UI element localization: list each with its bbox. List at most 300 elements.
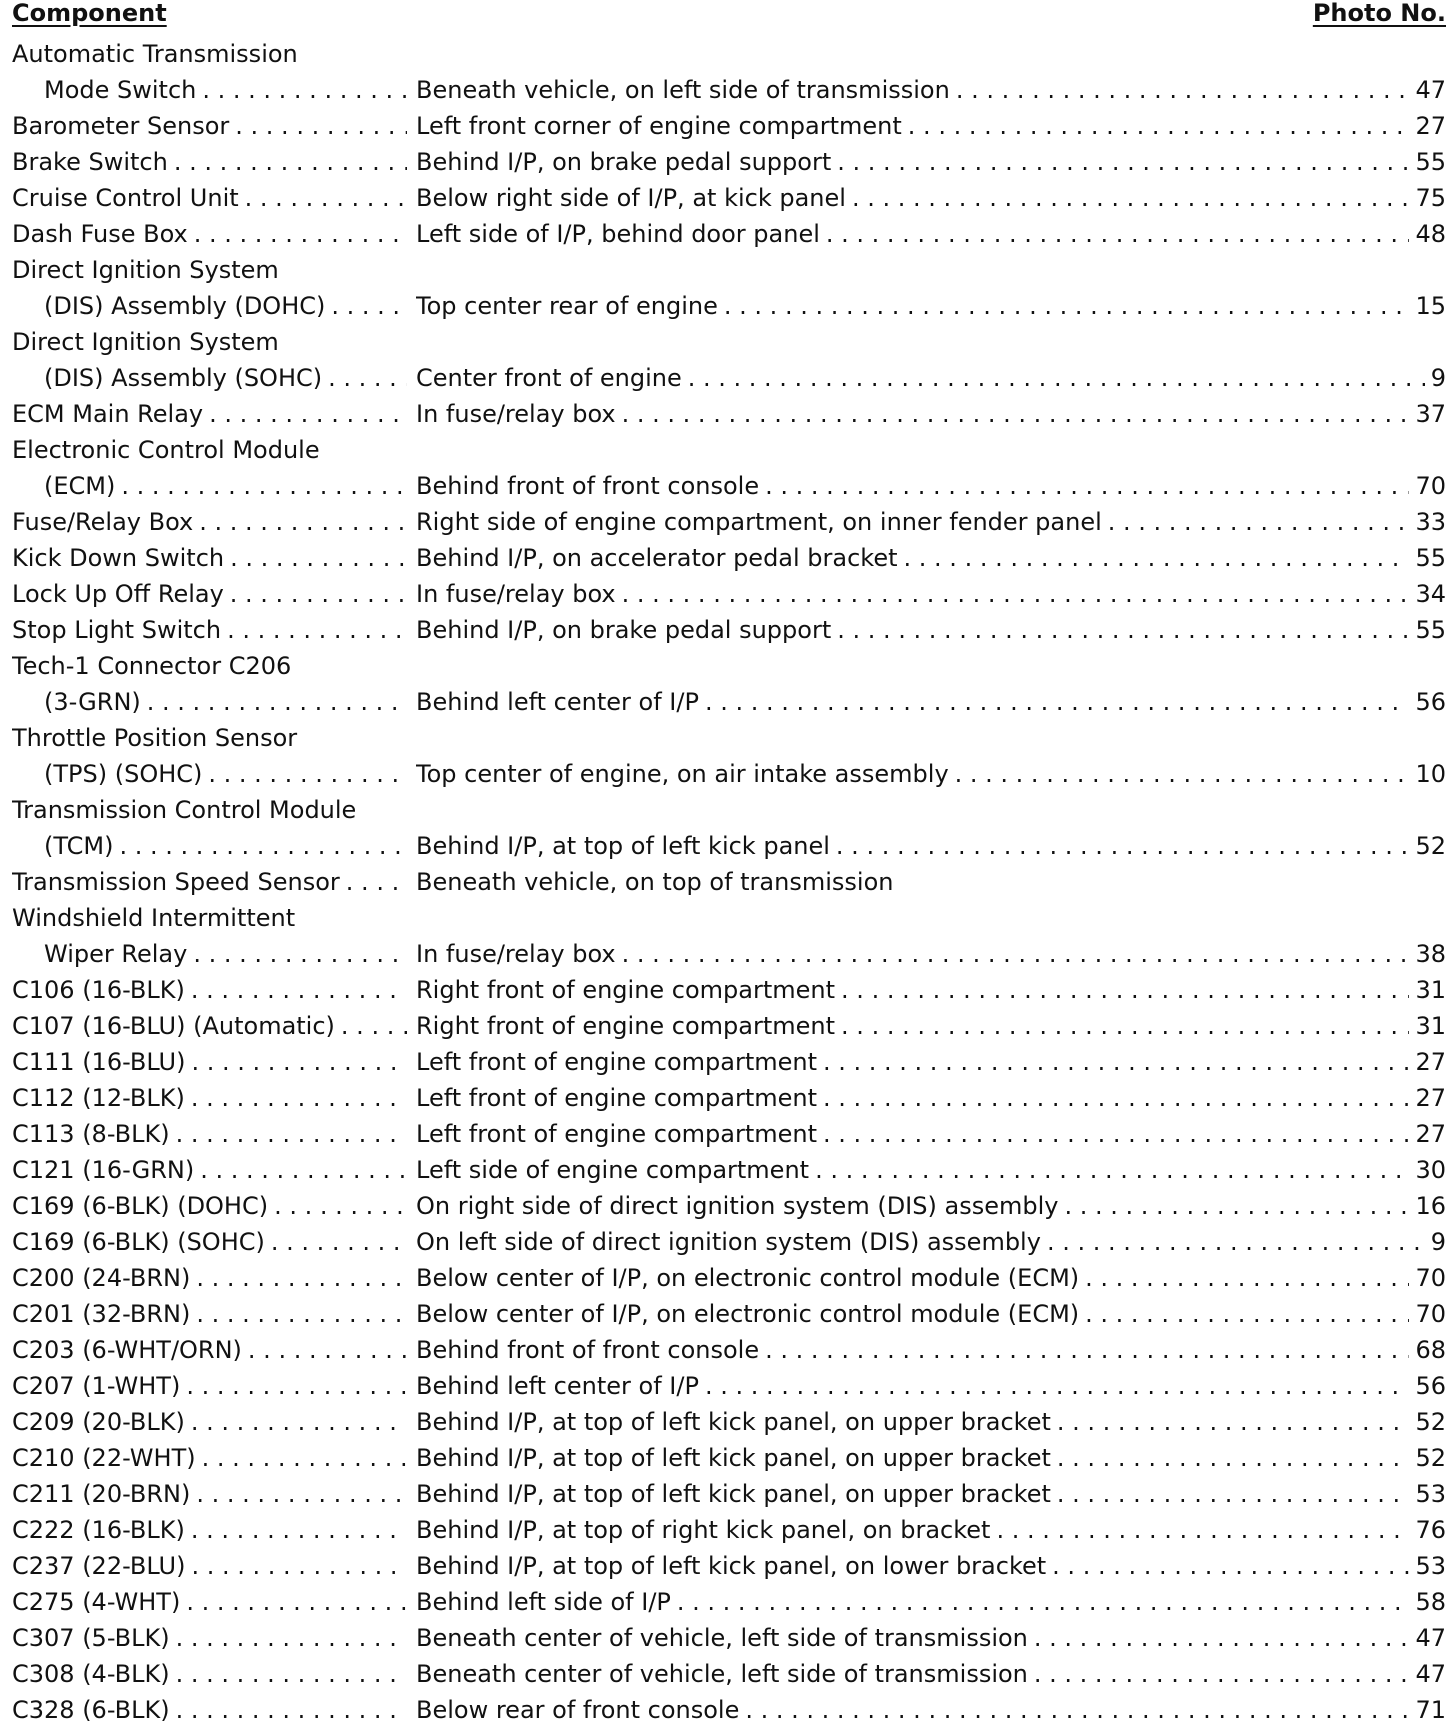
table-row <box>0 1332 1456 1368</box>
component-cell <box>12 360 407 396</box>
leader-dots <box>616 396 1410 432</box>
photo-number: 31 <box>1415 976 1446 1004</box>
photo-number: 9 <box>1430 364 1446 392</box>
leader-dots <box>1051 1404 1410 1440</box>
leader-dots <box>846 180 1410 216</box>
location-cell <box>416 288 1446 324</box>
leader-dots <box>170 1620 407 1656</box>
leader-dots <box>193 504 407 540</box>
location-cell <box>416 756 1446 792</box>
component-cell <box>12 432 407 468</box>
location-text: Behind I/P, at top of right kick panel, on bracket <box>416 1516 991 1544</box>
component-name: Windshield Intermittent <box>12 904 296 932</box>
location-text: Behind left center of I/P <box>416 688 699 716</box>
photo-number: 71 <box>1415 1696 1446 1724</box>
table-row <box>0 1188 1456 1224</box>
table-row <box>0 108 1456 144</box>
table-row <box>0 864 1456 900</box>
photo-number: 47 <box>1415 76 1446 104</box>
table-row <box>0 1656 1456 1692</box>
location-cell <box>416 144 1446 180</box>
location-text: Below center of I/P, on electronic control module (ECM) <box>416 1264 1080 1292</box>
location-text: Right front of engine compartment <box>416 976 836 1004</box>
leader-dots <box>817 1116 1409 1152</box>
photo-number: 48 <box>1415 220 1446 248</box>
table-row <box>0 468 1456 504</box>
table-row <box>0 324 1456 360</box>
component-cell <box>12 216 407 252</box>
component-name: Direct Ignition System <box>12 256 279 284</box>
component-cell <box>12 1548 407 1584</box>
leader-dots <box>141 684 407 720</box>
component-cell <box>12 1584 407 1620</box>
leader-dots <box>835 972 1409 1008</box>
photo-number: 10 <box>1415 760 1446 788</box>
leader-dots <box>1028 1620 1410 1656</box>
table-row <box>0 1044 1456 1080</box>
component-cell <box>12 468 407 504</box>
leader-dots <box>835 1008 1409 1044</box>
location-cell <box>416 1188 1446 1224</box>
component-cell <box>12 1044 407 1080</box>
leader-dots <box>325 288 407 324</box>
photo-number: 30 <box>1415 1156 1446 1184</box>
table-row <box>0 900 1456 936</box>
leader-dots <box>185 1404 407 1440</box>
component-name: Fuse/Relay Box <box>12 508 194 536</box>
location-cell <box>416 1440 1446 1476</box>
component-cell <box>12 1656 407 1692</box>
location-text: Left front corner of engine compartment <box>416 112 902 140</box>
table-row <box>0 792 1456 828</box>
leader-dots <box>194 1152 407 1188</box>
component-name: Transmission Control Module <box>12 796 357 824</box>
leader-dots <box>190 1260 407 1296</box>
leader-dots <box>190 1296 407 1332</box>
location-cell <box>416 936 1446 972</box>
leader-dots <box>817 1080 1409 1116</box>
location-cell <box>416 1260 1446 1296</box>
table-row <box>0 612 1456 648</box>
photo-number: 70 <box>1415 1264 1446 1292</box>
leader-dots <box>335 1008 407 1044</box>
component-cell <box>12 720 407 756</box>
component-cell <box>12 936 407 972</box>
leader-dots <box>188 216 407 252</box>
photo-number: 68 <box>1415 1336 1446 1364</box>
location-text: Behind front of front console <box>416 472 760 500</box>
component-name: Tech-1 Connector C206 <box>12 652 292 680</box>
leader-dots <box>831 612 1409 648</box>
location-cell <box>416 576 1446 612</box>
component-cell <box>12 1512 407 1548</box>
component-name: C107 (16-BLU) (Automatic) <box>12 1012 335 1040</box>
table-row <box>0 504 1456 540</box>
component-cell <box>12 180 407 216</box>
component-name: Direct Ignition System <box>12 328 279 356</box>
table-row <box>0 180 1456 216</box>
leader-dots <box>185 1512 407 1548</box>
component-cell <box>12 324 407 360</box>
table-row <box>0 1404 1456 1440</box>
location-cell <box>416 1332 1446 1368</box>
location-cell <box>416 972 1446 1008</box>
leader-dots <box>759 1332 1409 1368</box>
leader-dots <box>242 1332 407 1368</box>
location-cell <box>416 1116 1446 1152</box>
photo-number: 52 <box>1415 1444 1446 1472</box>
component-name: Barometer Sensor <box>12 112 230 140</box>
component-name: Brake Switch <box>12 148 168 176</box>
location-text: Behind I/P, at top of left kick panel, on lower bracket <box>416 1552 1047 1580</box>
location-cell <box>416 1548 1446 1584</box>
component-name: (TCM) <box>44 832 114 860</box>
component-cell <box>12 1332 407 1368</box>
component-cell <box>12 792 407 828</box>
leader-dots <box>239 180 407 216</box>
location-text: Left side of engine compartment <box>416 1156 810 1184</box>
location-cell <box>416 1368 1446 1404</box>
leader-dots <box>185 1080 407 1116</box>
leader-dots <box>817 1044 1409 1080</box>
photo-number: 55 <box>1415 616 1446 644</box>
component-name: Cruise Control Unit <box>12 184 239 212</box>
location-text: Below center of I/P, on electronic control module (ECM) <box>416 1300 1080 1328</box>
leader-dots <box>202 756 407 792</box>
component-name: C169 (6-BLK) (DOHC) <box>12 1192 269 1220</box>
component-name: C121 (16-GRN) <box>12 1156 195 1184</box>
table-row <box>0 1584 1456 1620</box>
table-row <box>0 720 1456 756</box>
component-name: C210 (22-WHT) <box>12 1444 196 1472</box>
component-name: C203 (6-WHT/ORN) <box>12 1336 242 1364</box>
component-name: Lock Up Off Relay <box>12 580 224 608</box>
table-row <box>0 684 1456 720</box>
location-text: Behind I/P, on brake pedal support <box>416 616 832 644</box>
component-name: Mode Switch <box>44 76 197 104</box>
leader-dots <box>699 1368 1410 1404</box>
table-row <box>0 828 1456 864</box>
component-cell <box>12 1260 407 1296</box>
photo-number: 31 <box>1415 1012 1446 1040</box>
table-row <box>0 972 1456 1008</box>
component-cell <box>12 540 407 576</box>
location-cell <box>416 1512 1446 1548</box>
location-text: Center front of engine <box>416 364 682 392</box>
leader-dots <box>1102 504 1410 540</box>
leader-dots <box>718 288 1410 324</box>
leader-dots <box>221 612 407 648</box>
location-cell <box>416 1656 1446 1692</box>
component-name: Throttle Position Sensor <box>12 724 298 752</box>
component-cell <box>12 1692 407 1728</box>
component-name: C222 (16-BLK) <box>12 1516 185 1544</box>
component-cell <box>12 1368 407 1404</box>
component-cell <box>12 900 407 936</box>
component-cell <box>12 828 407 864</box>
leader-dots <box>322 360 407 396</box>
leader-dots <box>739 1692 1409 1728</box>
leader-dots <box>340 864 407 900</box>
location-text: Beneath vehicle, on top of transmission <box>416 868 894 896</box>
leader-dots <box>1041 1224 1425 1260</box>
location-text: On right side of direct ignition system (DIS) assembly <box>416 1192 1059 1220</box>
leader-dots <box>990 1512 1409 1548</box>
leader-dots <box>902 108 1410 144</box>
table-row <box>0 1692 1456 1728</box>
table-row <box>0 1224 1456 1260</box>
location-cell <box>416 1296 1446 1332</box>
component-cell <box>12 1620 407 1656</box>
component-cell <box>12 648 407 684</box>
location-cell <box>416 1584 1446 1620</box>
leader-dots <box>113 828 407 864</box>
leader-dots <box>759 468 1409 504</box>
table-row <box>0 1080 1456 1116</box>
leader-dots <box>699 684 1410 720</box>
component-cell <box>12 252 407 288</box>
location-cell <box>416 1080 1446 1116</box>
table-row <box>0 1296 1456 1332</box>
leader-dots <box>229 108 407 144</box>
location-text: Left side of I/P, behind door panel <box>416 220 820 248</box>
component-cell <box>12 1224 407 1260</box>
component-cell <box>12 72 407 108</box>
component-cell <box>12 144 407 180</box>
component-cell <box>12 576 407 612</box>
component-cell <box>12 108 407 144</box>
component-cell <box>12 1404 407 1440</box>
leader-dots <box>616 936 1410 972</box>
table-row <box>0 360 1456 396</box>
component-name: C328 (6-BLK) <box>12 1696 170 1724</box>
photo-number: 15 <box>1415 292 1446 320</box>
table-row <box>0 432 1456 468</box>
leader-dots <box>830 828 1410 864</box>
photo-number: 53 <box>1415 1552 1446 1580</box>
table-row <box>0 936 1456 972</box>
component-name: Kick Down Switch <box>12 544 225 572</box>
table-row <box>0 1440 1456 1476</box>
table-row <box>0 1116 1456 1152</box>
location-text: Top center rear of engine <box>416 292 718 320</box>
table-row <box>0 1260 1456 1296</box>
component-name: Dash Fuse Box <box>12 220 188 248</box>
component-cell <box>12 1476 407 1512</box>
location-cell <box>416 1620 1446 1656</box>
photo-number: 52 <box>1415 832 1446 860</box>
location-text: Below rear of front console <box>416 1696 740 1724</box>
photo-number: 58 <box>1415 1588 1446 1616</box>
photo-number: 9 <box>1430 1228 1446 1256</box>
component-name: Wiper Relay <box>44 940 188 968</box>
component-cell <box>12 1296 407 1332</box>
table-row <box>0 648 1456 684</box>
component-name: (TPS) (SOHC) <box>44 760 203 788</box>
photo-number: 52 <box>1415 1408 1446 1436</box>
leader-dots <box>185 972 407 1008</box>
leader-dots <box>224 576 407 612</box>
component-cell <box>12 1080 407 1116</box>
photo-number: 27 <box>1415 112 1446 140</box>
location-cell <box>416 180 1446 216</box>
photo-number: 37 <box>1415 400 1446 428</box>
location-text: Behind I/P, at top of left kick panel <box>416 832 830 860</box>
location-text: Behind I/P, at top of left kick panel, on upper bracket <box>416 1408 1051 1436</box>
leader-dots <box>180 1368 407 1404</box>
component-name: (3-GRN) <box>44 688 141 716</box>
leader-dots <box>187 936 407 972</box>
location-text: In fuse/relay box <box>416 580 616 608</box>
location-text: Left front of engine compartment <box>416 1048 817 1076</box>
leader-dots <box>950 72 1410 108</box>
leader-dots <box>170 1116 407 1152</box>
table-row <box>0 1548 1456 1584</box>
leader-dots <box>831 144 1409 180</box>
leader-dots <box>268 1188 407 1224</box>
leader-dots <box>196 72 407 108</box>
leader-dots <box>809 1152 1409 1188</box>
photo-number: 34 <box>1415 580 1446 608</box>
table-row <box>0 1368 1456 1404</box>
component-name: Electronic Control Module <box>12 436 320 464</box>
component-name: C308 (4-BLK) <box>12 1660 170 1688</box>
photo-number: 70 <box>1415 472 1446 500</box>
table-row <box>0 1512 1456 1548</box>
component-name: C275 (4-WHT) <box>12 1588 181 1616</box>
component-cell <box>12 1440 407 1476</box>
photo-number: 56 <box>1415 688 1446 716</box>
table-row <box>0 1152 1456 1188</box>
component-name: C200 (24-BRN) <box>12 1264 191 1292</box>
component-name: (DIS) Assembly (DOHC) <box>44 292 326 320</box>
leader-dots <box>1051 1476 1410 1512</box>
leader-dots <box>898 540 1410 576</box>
table-row <box>0 72 1456 108</box>
location-cell <box>416 216 1446 252</box>
location-cell <box>416 468 1446 504</box>
leader-dots <box>671 1584 1410 1620</box>
location-cell <box>416 396 1446 432</box>
leader-dots <box>1079 1296 1409 1332</box>
location-text: In fuse/relay box <box>416 940 616 968</box>
table-row <box>0 36 1456 72</box>
photo-number: 33 <box>1415 508 1446 536</box>
leader-dots <box>185 1044 407 1080</box>
location-cell <box>416 612 1446 648</box>
location-cell <box>416 1044 1446 1080</box>
photo-number: 70 <box>1415 1300 1446 1328</box>
location-text: Beneath vehicle, on left side of transmission <box>416 76 950 104</box>
leader-dots <box>1051 1440 1410 1476</box>
photo-number: 47 <box>1415 1624 1446 1652</box>
location-cell <box>416 1224 1446 1260</box>
component-cell <box>12 1008 407 1044</box>
component-cell <box>12 1116 407 1152</box>
location-text: Behind I/P, on accelerator pedal bracket <box>416 544 898 572</box>
photo-number-column-header: Photo No. <box>1312 0 1446 27</box>
location-text: Behind I/P, on brake pedal support <box>416 148 832 176</box>
component-name: Automatic Transmission <box>12 40 298 68</box>
location-cell <box>416 360 1446 396</box>
table-row <box>0 540 1456 576</box>
location-cell <box>416 540 1446 576</box>
component-cell <box>12 756 407 792</box>
location-cell <box>416 504 1446 540</box>
location-cell <box>416 864 1446 900</box>
leader-dots <box>682 360 1425 396</box>
location-text: Right side of engine compartment, on inner fender panel <box>416 508 1102 536</box>
component-cell <box>12 972 407 1008</box>
location-text: Behind left side of I/P <box>416 1588 671 1616</box>
leader-dots <box>170 1692 407 1728</box>
location-cell <box>416 828 1446 864</box>
component-name: C111 (16-BLU) <box>12 1048 186 1076</box>
component-name: C201 (32-BRN) <box>12 1300 191 1328</box>
leader-dots <box>1028 1656 1410 1692</box>
component-cell <box>12 504 407 540</box>
photo-number: 76 <box>1415 1516 1446 1544</box>
component-name: C237 (22-BLU) <box>12 1552 186 1580</box>
table-row <box>0 252 1456 288</box>
location-cell <box>416 1404 1446 1440</box>
component-cell <box>12 864 407 900</box>
table-row <box>0 288 1456 324</box>
photo-number: 27 <box>1415 1048 1446 1076</box>
leader-dots <box>616 576 1410 612</box>
location-text: On left side of direct ignition system (DIS) assembly <box>416 1228 1041 1256</box>
component-name: Stop Light Switch <box>12 616 222 644</box>
leader-dots <box>203 396 407 432</box>
component-name: C207 (1-WHT) <box>12 1372 181 1400</box>
component-cell <box>12 36 407 72</box>
location-cell <box>416 1008 1446 1044</box>
component-name: Transmission Speed Sensor <box>12 868 340 896</box>
location-text: In fuse/relay box <box>416 400 616 428</box>
location-cell <box>416 72 1446 108</box>
photo-number: 56 <box>1415 1372 1446 1400</box>
component-column-header: Component <box>12 0 167 27</box>
component-cell <box>12 684 407 720</box>
leader-dots <box>224 540 407 576</box>
component-cell <box>12 1152 407 1188</box>
table-row <box>0 144 1456 180</box>
photo-number: 27 <box>1415 1084 1446 1112</box>
location-text: Behind I/P, at top of left kick panel, on upper bracket <box>416 1480 1051 1508</box>
location-text: Beneath center of vehicle, left side of transmission <box>416 1624 1028 1652</box>
photo-number: 38 <box>1415 940 1446 968</box>
leader-dots <box>185 1548 407 1584</box>
leader-dots <box>170 1656 407 1692</box>
leader-dots <box>265 1224 407 1260</box>
table-row <box>0 216 1456 252</box>
leader-dots <box>949 756 1410 792</box>
location-text: Left front of engine compartment <box>416 1120 817 1148</box>
component-name: C211 (20-BRN) <box>12 1480 191 1508</box>
component-name: (ECM) <box>44 472 116 500</box>
location-text: Behind left center of I/P <box>416 1372 699 1400</box>
photo-number: 47 <box>1415 1660 1446 1688</box>
table-row <box>0 1476 1456 1512</box>
location-cell <box>416 1476 1446 1512</box>
component-cell <box>12 612 407 648</box>
location-cell <box>416 108 1446 144</box>
photo-number: 55 <box>1415 544 1446 572</box>
leader-dots <box>190 1476 407 1512</box>
component-name: C169 (6-BLK) (SOHC) <box>12 1228 265 1256</box>
component-cell <box>12 396 407 432</box>
leader-dots <box>180 1584 407 1620</box>
